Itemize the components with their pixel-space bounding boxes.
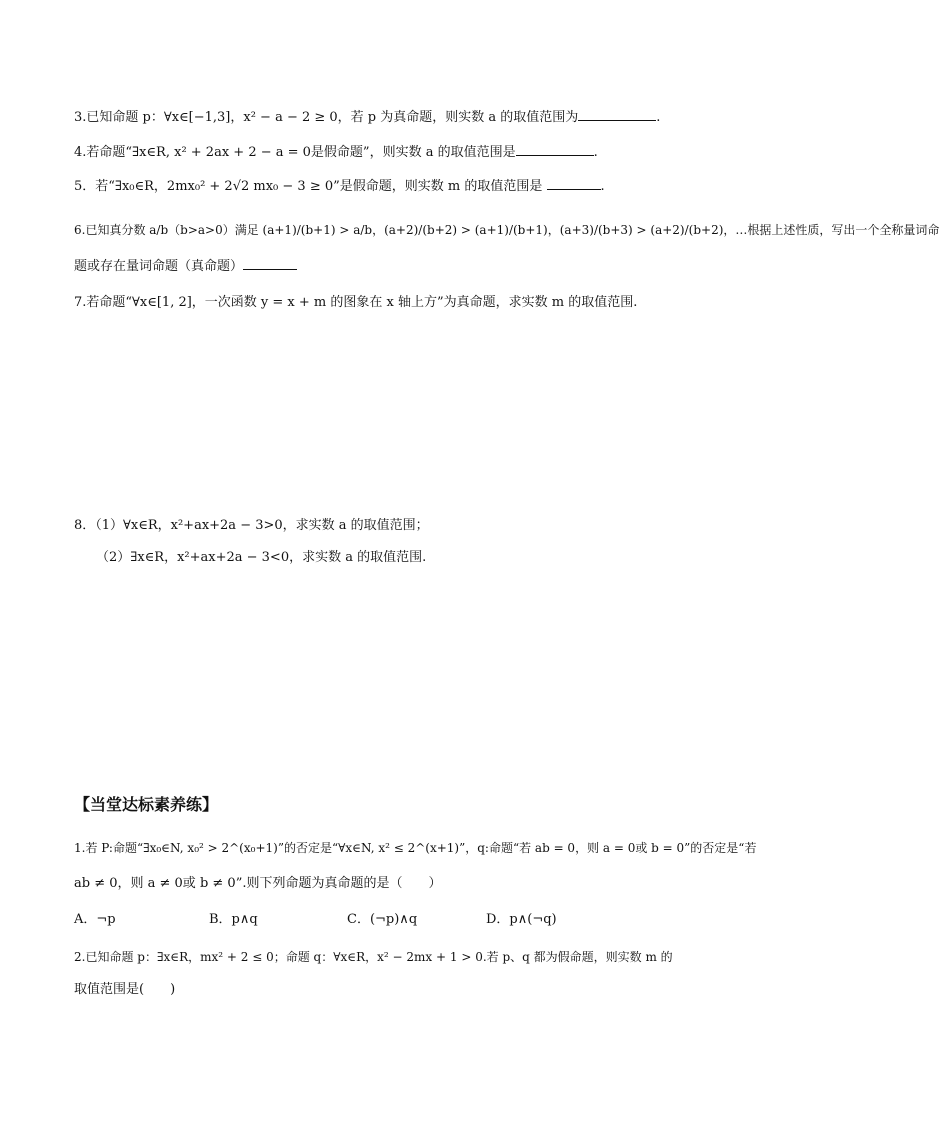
exercise-2-line-1	[74, 948, 673, 966]
problem-4-tail: .	[593, 145, 598, 160]
problem-5	[74, 177, 605, 196]
problem-6-text-2: 题或存在量词命题（真命题）	[74, 259, 244, 274]
exercise-1-line-1	[74, 839, 756, 857]
problem-6-text-1: 6.已知真分数 a/b（b>a>0）满足 (a+1)/(b+1) > a/b，(a+2)/(b+2) > (a+1)/(b+1)，(a+3)/(b+3) > (a+2)/(b+2)，…根据上述性质，写出一个全称量词命	[74, 223, 939, 237]
problem-7-text: 7.若命题“∀x∈[1, 2]，一次函数 y = x + m 的图象在 x 轴上方”为真命题，求实数 m 的取值范围.	[74, 295, 638, 310]
problem-7	[74, 294, 637, 312]
problem-8-part-2	[96, 549, 426, 567]
choice-d: D．p∧(¬q)	[486, 912, 557, 927]
problem-5-text: 5．若“∃x₀∈R，2mx₀² + 2√2 mx₀ − 3 ≥ 0”是假命题，则实数 m 的取值范围是	[74, 179, 543, 194]
problem-8-text-2: （2）∃x∈R，x²+ax+2a − 3<0，求实数 a 的取值范围.	[96, 550, 427, 565]
section-heading: 【当堂达标素养练】	[74, 795, 219, 814]
problem-3-text: 3.已知命题 p：∀x∈[−1,3]，x² − a − 2 ≥ 0，若 p 为真命题，则实数 a 的取值范围为	[74, 110, 579, 125]
problem-6-line-1	[74, 221, 939, 239]
answer-blank	[547, 177, 601, 190]
exercise-2-text-1: 2.已知命题 p：∃x∈R，mx² + 2 ≤ 0；命题 q：∀x∈R，x² − 2mx + 1 > 0.若 p、q 都为假命题，则实数 m 的	[74, 950, 673, 964]
problem-5-tail: .	[600, 179, 605, 194]
problem-3-tail: .	[656, 110, 661, 125]
problem-8-part-1	[74, 517, 429, 535]
exercise-1-text-2: ab ≠ 0，则 a ≠ 0或 b ≠ 0”.则下列命题为真命题的是（ ）	[74, 876, 442, 891]
problem-3	[74, 108, 660, 127]
choice-a: A．¬p	[74, 912, 116, 927]
answer-blank	[516, 143, 594, 156]
problem-4	[74, 143, 598, 162]
exercise-1-line-2	[74, 875, 441, 893]
problem-6-line-2	[74, 257, 297, 276]
exercise-2-text-2: 取值范围是( )	[74, 982, 176, 997]
answer-blank	[578, 108, 656, 121]
answer-blank	[243, 257, 297, 270]
problem-8-text-1: 8．（1）∀x∈R，x²+ax+2a − 3>0，求实数 a 的取值范围；	[74, 518, 429, 533]
choice-b: B．p∧q	[209, 912, 258, 927]
problem-4-text: 4.若命题“∃x∈R, x² + 2ax + 2 − a = 0是假命题”，则实数 a 的取值范围是	[74, 145, 516, 160]
choice-c: C．(¬p)∧q	[347, 912, 418, 927]
exercise-2-line-2	[74, 981, 175, 999]
exercise-1-text-1: 1.若 P:命题“∃x₀∈N, x₀² > 2^(x₀+1)”的否定是“∀x∈N, x² ≤ 2^(x+1)”，q:命题“若 ab = 0，则 a = 0或 b = 0”的否定是“若	[74, 841, 757, 855]
